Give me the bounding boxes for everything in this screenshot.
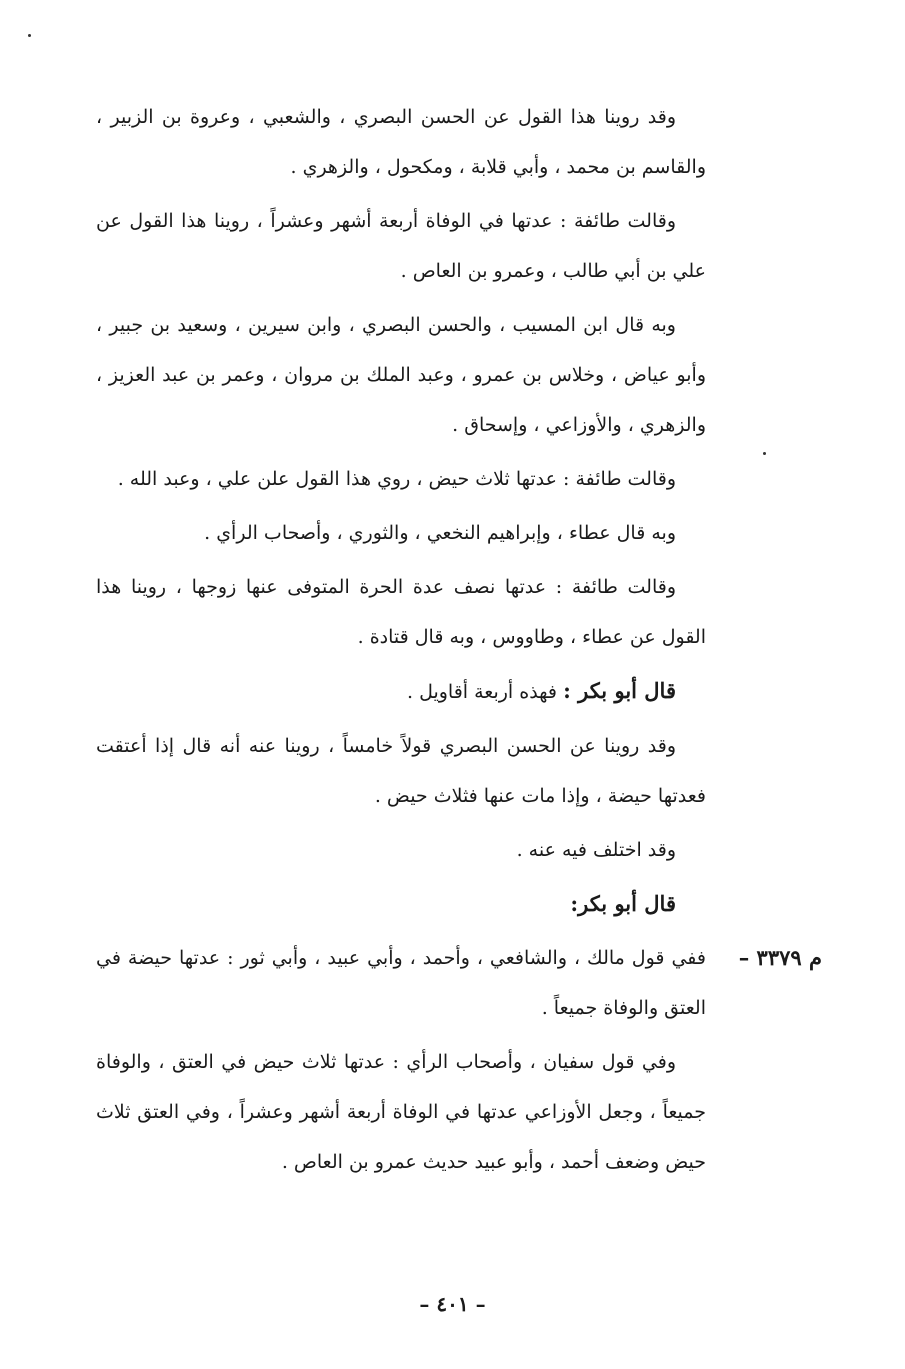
scan-speck — [28, 34, 31, 37]
paragraph: وقالت طائفة : عدتها نصف عدة الحرة المتوفى عنها زوجها ، روينا هذا القول عن عطاء ، وطاووس ، وبه قال قتادة . — [96, 576, 706, 648]
section-heading-line — [96, 666, 706, 717]
section-heading: قال أبو بكر : — [563, 678, 676, 703]
main-text — [96, 92, 822, 1191]
paragraph: وقد روينا هذا القول عن الحسن البصري ، والشعبي ، وعروة بن الزبير ، والقاسم بن محمد ، وأبي قلابة ، ومكحول ، والزهري . — [96, 106, 706, 178]
paragraph: وقالت طائفة : عدتها ثلاث حيض ، روي هذا القول علن علي ، وعبد الله . — [117, 468, 676, 490]
numbered-entry — [96, 933, 822, 1033]
scan-speck — [763, 452, 766, 455]
section-heading: قال أبو بكر: — [570, 891, 676, 916]
paragraph: وبه قال ابن المسيب ، والحسن البصري ، وابن سيرين ، وسعيد بن جبير ، وأبو عياض ، وخلاس بن عمرو ، وعبد الملك بن مروان ، وعمر بن عبد العزيز ، والزهري ، والأوزاعي ، وإسحاق . — [96, 314, 706, 436]
paragraph: وقالت طائفة : عدتها في الوفاة أربعة أشهر وعشراً ، روينا هذا القول عن علي بن أبي طالب ، وعمرو بن العاص . — [96, 210, 706, 282]
paragraph: وبه قال عطاء ، وإبراهيم النخعي ، والثوري ، وأصحاب الرأي . — [204, 522, 676, 544]
paragraph: وفي قول سفيان ، وأصحاب الرأي : عدتها ثلاث حيض في العتق ، والوفاة جميعاً ، وجعل الأوزاعي عدتها في الوفاة أربعة أشهر وعشراً ، وفي العتق ثلاث حيض وضعف أحمد ، وأبو عبيد حديث عمرو بن العاص . — [96, 1051, 706, 1173]
entry-number: م ٣٣٧٩ – — [738, 945, 822, 970]
paragraph: وقد اختلف فيه عنه . — [516, 839, 676, 861]
page-number: – ٤٠١ – — [419, 1292, 486, 1316]
section-heading-rest: فهذه أربعة أقاويل . — [406, 681, 558, 703]
entry-text: ففي قول مالك ، والشافعي ، وأحمد ، وأبي عبيد ، وأبي ثور : عدتها حيضة في العتق والوفاة جميعاً . — [96, 947, 706, 1019]
paragraph: وقد روينا عن الحسن البصري قولاً خامساً ، روينا عنه أنه قال إذا أعتقت فعدتها حيضة ، وإذا مات عنها فثلاث حيض . — [96, 735, 706, 807]
